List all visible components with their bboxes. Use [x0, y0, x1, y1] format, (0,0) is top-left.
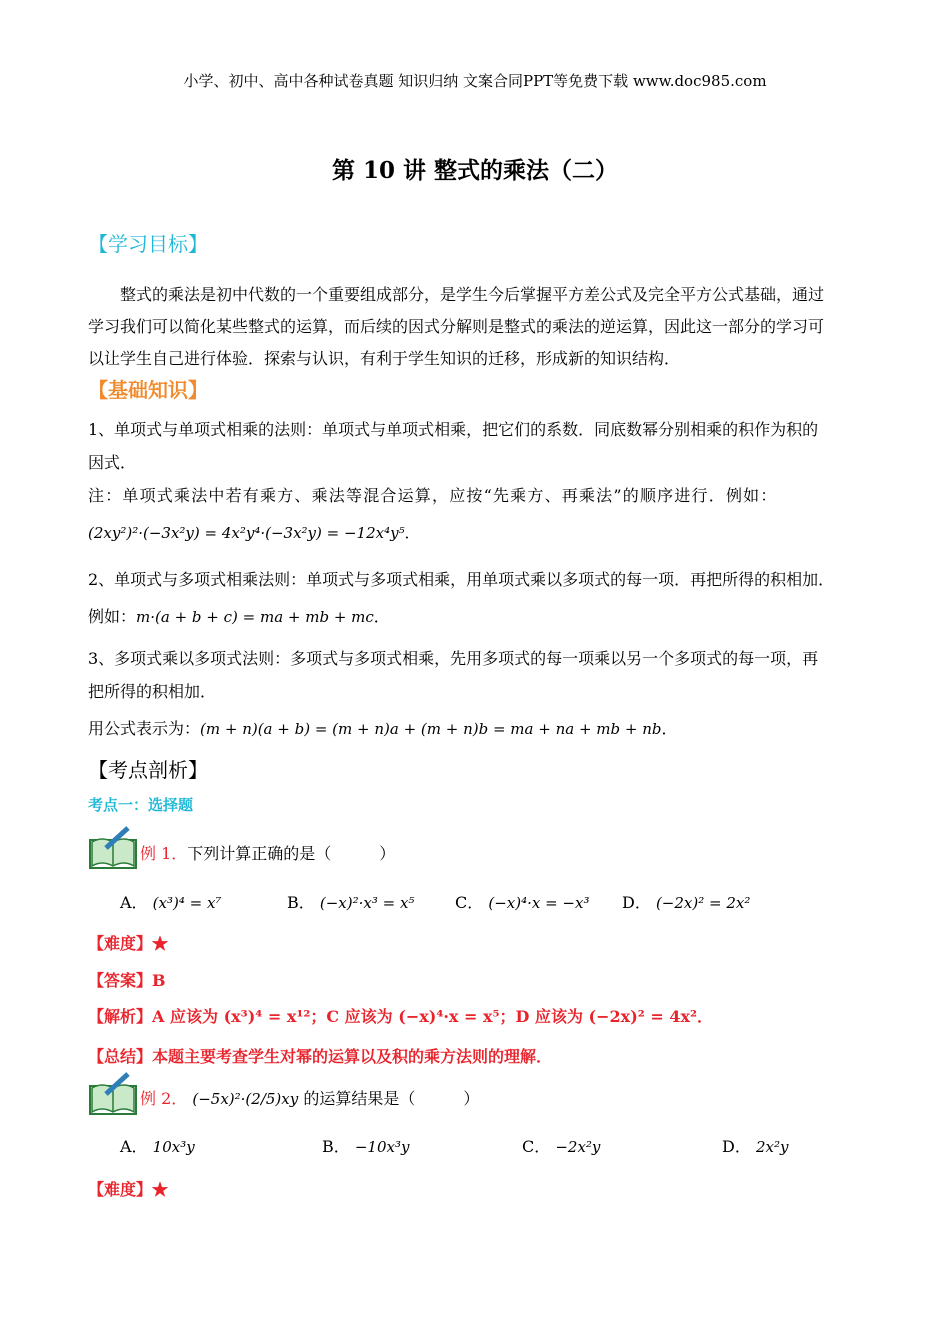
- section-analysis-heading: 【考点剖析】: [88, 758, 208, 782]
- ex1-difficulty: 【难度】★: [88, 934, 169, 953]
- lesson-title: 第 10 讲 整式的乘法（二）: [331, 157, 619, 184]
- ex1-summary: 【总结】本题主要考查学生对幂的运算以及积的乘方法则的理解．: [88, 1047, 553, 1066]
- ex1-analysis: 【解析】A 应该为 (x³)⁴ = x¹²；C 应该为 (−x)⁴·x = x⁵；D 应该为 (−2x)² = 4x²．: [88, 1007, 714, 1026]
- example-1-question: 例 1．下列计算正确的是（ ）: [140, 844, 396, 863]
- ex2-option-c: C． −2x²y: [522, 1137, 601, 1156]
- ex1-answer: 【答案】B: [88, 971, 166, 990]
- ex2-option-b: B． −10x³y: [322, 1137, 410, 1156]
- goal-line-2: 学习我们可以简化某些整式的运算，而后续的因式分解则是整式的乘法的逆运算，因此这一部分的学习可: [88, 317, 825, 336]
- kaodian-label: 考点一：选择题: [88, 796, 194, 814]
- ex1-option-a: A． (x³)⁴ = x⁷: [120, 893, 222, 912]
- rule-1-line-a: 1、单项式与单项式相乘的法则：单项式与单项式相乘，把它们的系数．同底数幂分别相乘的积作为积的: [88, 420, 819, 439]
- rule-2-example: 例如：m·(a + b + c) = ma + mb + mc．: [88, 607, 390, 626]
- goal-line-3: 以让学生自己进行体验．探索与认识，有利于学生知识的迁移，形成新的知识结构．: [88, 349, 681, 368]
- book-icon: [88, 1072, 138, 1116]
- rule-2-line: 2、单项式与多项式相乘法则：单项式与多项式相乘，用单项式乘以多项式的每一项．再把所得的积相加．: [88, 570, 835, 589]
- ex1-option-c: C． (−x)⁴·x = −x³: [455, 893, 590, 912]
- ex2-difficulty: 【难度】★: [88, 1180, 169, 1199]
- rule-3-formula-line: 用公式表示为：(m + n)(a + b) = (m + n)a + (m + n)b = ma + na + mb + nb．: [88, 719, 678, 738]
- rule-1-line-b: 因式．: [88, 453, 137, 472]
- rule-3-line-b: 把所得的积相加．: [88, 682, 217, 701]
- section-goal-heading: 【学习目标】: [88, 232, 208, 256]
- note-line: 注：单项式乘法中若有乘方、乘法等混合运算，应按“先乘方、再乘法”的顺序进行．例如：: [88, 486, 778, 505]
- page-header: 小学、初中、高中各种试卷真题 知识归纳 文案合同PPT等免费下载 www.doc985.com: [183, 72, 767, 90]
- note-formula: (2xy²)²·(−3x²y) = 4x²y⁴·(−3x²y) = −12x⁴y⁵．: [88, 524, 420, 542]
- goal-line-1: 整式的乘法是初中代数的一个重要组成部分，是学生今后掌握平方差公式及完全平方公式基础，通过: [120, 285, 825, 304]
- section-basic-heading: 【基础知识】: [88, 378, 208, 402]
- rule-3-line-a: 3、多项式乘以多项式法则：多项式与多项式相乘，先用多项式的每一项乘以另一个多项式的每一项，再: [88, 649, 819, 668]
- book-icon: [88, 826, 138, 870]
- example-2-question: 例 2． (−5x)²·(2/5)xy 的运算结果是（ ）: [140, 1089, 480, 1108]
- ex2-option-d: D． 2x²y: [722, 1137, 789, 1156]
- ex1-option-d: D． (−2x)² = 2x²: [622, 893, 751, 912]
- ex1-option-b: B． (−x)²·x³ = x⁵: [287, 893, 415, 912]
- ex2-option-a: A． 10x³y: [120, 1137, 195, 1156]
